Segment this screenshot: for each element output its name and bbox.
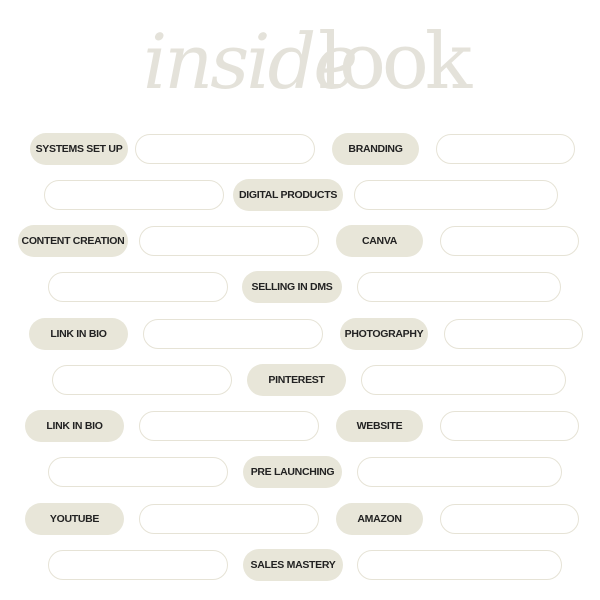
label-pill-canva: CANVA	[336, 225, 423, 257]
text-box[interactable]	[44, 180, 224, 210]
label-pill-photography: PHOTOGRAPHY	[340, 318, 428, 350]
text-box[interactable]	[139, 411, 319, 441]
label-pill-pre-launching: PRE LAUNCHING	[243, 456, 342, 488]
text-box[interactable]	[436, 134, 575, 164]
text-box[interactable]	[357, 457, 562, 487]
label-pill-selling-in-dms: SELLING IN DMS	[242, 271, 342, 303]
title-inside: inside	[143, 17, 356, 106]
text-box[interactable]	[52, 365, 232, 395]
row	[0, 503, 600, 535]
label-pill-systems-set-up: SYSTEMS SET UP	[30, 133, 128, 165]
text-box[interactable]	[139, 226, 319, 256]
label-pill-sales-mastery: SALES MASTERY	[243, 549, 343, 581]
text-box[interactable]	[48, 272, 228, 302]
text-box[interactable]	[139, 504, 319, 534]
row	[0, 133, 600, 165]
title-look: look	[318, 17, 469, 107]
row	[0, 549, 600, 581]
text-box[interactable]	[440, 411, 579, 441]
text-box[interactable]	[48, 457, 228, 487]
label-pill-pinterest: PINTEREST	[247, 364, 346, 396]
label-pill-digital-products: DIGITAL PRODUCTS	[233, 179, 343, 211]
text-box[interactable]	[357, 272, 561, 302]
row	[0, 271, 600, 303]
text-box[interactable]	[444, 319, 583, 349]
row	[0, 364, 600, 396]
row	[0, 456, 600, 488]
text-box[interactable]	[357, 550, 562, 580]
label-pill-youtube: YOUTUBE	[25, 503, 124, 535]
label-pill-website: WEBSITE	[336, 410, 423, 442]
label-pill-link-in-bio: LINK IN BIO	[25, 410, 124, 442]
row	[0, 410, 600, 442]
text-box[interactable]	[143, 319, 323, 349]
text-box[interactable]	[354, 180, 558, 210]
row	[0, 318, 600, 350]
label-pill-content-creation: CONTENT CREATION	[18, 225, 128, 257]
label-pill-link-in-bio: LINK IN BIO	[29, 318, 128, 350]
text-box[interactable]	[361, 365, 566, 395]
row	[0, 179, 600, 211]
label-pill-amazon: AMAZON	[336, 503, 423, 535]
text-box[interactable]	[48, 550, 228, 580]
label-pill-branding: BRANDING	[332, 133, 419, 165]
text-box[interactable]	[440, 226, 579, 256]
text-box[interactable]	[440, 504, 579, 534]
row	[0, 225, 600, 257]
title	[0, 14, 600, 110]
text-box[interactable]	[135, 134, 315, 164]
